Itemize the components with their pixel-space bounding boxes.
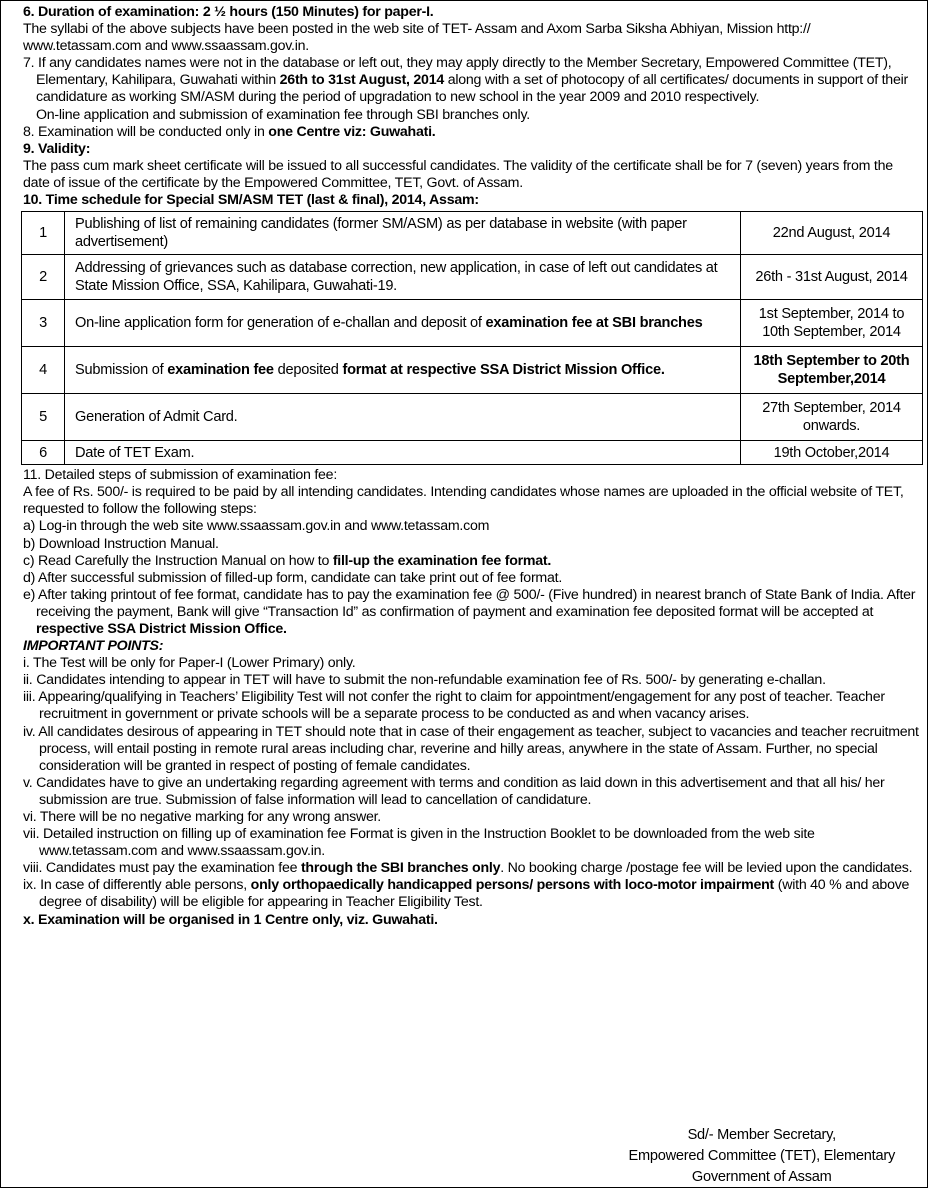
- row-description: Generation of Admit Card.: [65, 394, 741, 441]
- ix-text: ix. In case of differently able persons,: [23, 877, 247, 894]
- step-c-text: c) Read Carefully the Instruction Manual on how to: [23, 552, 330, 569]
- important-iii: iii. Appearing/qualifying in Teachers’ Eligibility Test will not confer the right to claim for appointment/engagement for any post of teacher. Teacher recruitment in government or private schools will be a separate process to be conducted as and when vacancy arises.: [23, 689, 885, 723]
- row-number: 1: [22, 212, 65, 255]
- row-date: 26th - 31st August, 2014: [741, 255, 923, 300]
- row-description-text: On-line application form for generation of e-challan and deposit of: [75, 315, 482, 332]
- step-e-text: e) After taking printout of fee format, candidate has to pay the examination fee @ 500/- (Five hundred) in nearest branch of State Bank of India. After receiving the payment, Bank will give “Transaction Id” as confirmation of payment and examination fee deposited format will be accepted at: [23, 586, 916, 620]
- sec8: [23, 124, 919, 141]
- signature-line: Empowered Committee (TET), Elementary: [628, 1148, 895, 1164]
- row-date-line: 27th September, 2014: [762, 400, 901, 417]
- sec7-dates: 26th to 31st August, 2014: [279, 72, 444, 89]
- row-date-line: onwards.: [802, 418, 861, 435]
- sec11-step-e: [23, 587, 919, 638]
- table-row: [22, 394, 923, 441]
- row-number: 4: [22, 347, 65, 394]
- row-number: 6: [22, 441, 65, 465]
- sec9-body: The pass cum mark sheet certificate will be issued to all successful candidates. The validity of the certificate shall be for 7 (seven) years from the date of issue of the certificate by the Empowered Committee, TET, Govt. of Assam.: [23, 157, 893, 191]
- sec11-step-b: b) Download Instruction Manual.: [23, 535, 219, 552]
- row-description: Addressing of grievances such as database correction, new application, in case of left out candidates at State Mission Office, SSA, Kahilipara, Guwahati-19.: [65, 255, 741, 300]
- important-x: x. Examination will be organised in 1 Centre only, viz. Guwahati.: [23, 911, 438, 928]
- row-description-bold: format at respective SSA District Mission Office.: [342, 362, 665, 379]
- ix-text: (with 40 % and above degree of disability) will be eligible for appearing in Teacher Eligibility Test.: [39, 877, 910, 911]
- sec11-heading: 11. Detailed steps of submission of examination fee:: [23, 467, 338, 484]
- row-description: [65, 300, 741, 347]
- important-v: v. Candidates have to give an undertaking regarding agreement with terms and condition as laid down in this advertisement and that all his/ her submission are true. Submission of false information will lead to cancellation of candidature.: [23, 774, 885, 808]
- row-description: [65, 347, 741, 394]
- sec7: [23, 55, 919, 123]
- row-description-bold: examination fee: [167, 362, 274, 379]
- sec6-heading: 6. Duration of examination: 2 ½ hours (150 Minutes) for paper-I.: [23, 4, 434, 20]
- row-number: 2: [22, 255, 65, 300]
- step-c-bold: fill-up the examination fee format.: [332, 552, 552, 569]
- row-date: [741, 300, 923, 347]
- row-date-line: September,2014: [777, 371, 886, 388]
- signature-block: [629, 1125, 896, 1188]
- important-vi: vi. There will be no negative marking for any wrong answer.: [23, 809, 381, 825]
- row-date-line: 18th September to 20th: [753, 353, 910, 370]
- sec8-centre: one Centre viz: Guwahati.: [268, 123, 436, 140]
- important-i: i. The Test will be only for Paper-I (Lower Primary) only.: [23, 655, 356, 672]
- table-row: [22, 300, 923, 347]
- table-row: [22, 212, 923, 255]
- sec11-step-a: a) Log-in through the web site www.ssaassam.gov.in and www.tetassam.com: [23, 518, 490, 535]
- table-row: [22, 347, 923, 394]
- sec9-heading: 9. Validity:: [23, 140, 91, 157]
- table-row: [22, 441, 923, 465]
- row-date: 22nd August, 2014: [741, 212, 923, 255]
- sec11-intro: A fee of Rs. 500/- is required to be paid by all intending candidates. Intending candidates whose names are uploaded in the official website of TET, requested to follow the following steps:: [23, 484, 904, 518]
- important-viii: [23, 860, 919, 877]
- sec11-step-c: [23, 553, 919, 570]
- sec7-text-c: On-line application and submission of examination fee through SBI branches only.: [36, 106, 530, 123]
- step-e-bold: respective SSA District Mission Office.: [36, 620, 287, 637]
- row-date-line: 10th September, 2014: [762, 324, 901, 341]
- sec7-text-b: along with a set of photocopy of all certificates/ documents in support of their candidature as working SM/ASM during the period of upgradation to new school in the year 2009 and 2010 respectively.: [36, 72, 908, 106]
- important-heading: IMPORTANT POINTS:: [23, 638, 164, 655]
- viii-bold: through the SBI branches only: [300, 860, 501, 877]
- sec11-step-d: d) After successful submission of filled-up form, candidate can take print out of fee format.: [23, 569, 563, 586]
- row-description-text: Submission of: [75, 362, 164, 379]
- signature-line: Sd/- Member Secretary,: [687, 1127, 836, 1143]
- signature-line: Government of Assam: [691, 1169, 832, 1185]
- row-date: 19th October,2014: [741, 441, 923, 465]
- row-description-bold: examination fee at SBI branches: [485, 315, 703, 332]
- row-number: 3: [22, 300, 65, 347]
- sec7-text-a: 7. If any candidates names were not in the database or left out, they may apply directly to the Member Secretary, Empowered Committee (TET), Elementary, Kahilipara, Guwahati within: [23, 55, 892, 89]
- row-date-line: 1st September, 2014 to: [758, 306, 905, 323]
- row-date: [741, 394, 923, 441]
- sec8-text: 8. Examination will be conducted only in: [23, 123, 265, 140]
- table-row: [22, 255, 923, 300]
- viii-text: . No booking charge /postage fee will be levied upon the candidates.: [500, 860, 913, 877]
- important-ix: [23, 877, 919, 911]
- important-ii: ii. Candidates intending to appear in TET will have to submit the non-refundable examination fee of Rs. 500/- by generating e-challan.: [23, 672, 826, 689]
- sec10-heading: 10. Time schedule for Special SM/ASM TET (last & final), 2014, Assam:: [23, 192, 479, 209]
- row-number: 5: [22, 394, 65, 441]
- row-description: Publishing of list of remaining candidates (former SM/ASM) as per database in website (with paper advertisement): [65, 212, 741, 255]
- row-description-text: deposited: [277, 362, 339, 379]
- sec6-body: The syllabi of the above subjects have been posted in the web site of TET- Assam and Axom Sarba Siksha Abhiyan, Mission http:// www.tetassam.com and www.ssaassam.gov.in.: [23, 21, 811, 55]
- viii-text: viii. Candidates must pay the examination fee: [23, 860, 298, 877]
- schedule-table: [21, 211, 923, 465]
- important-iv: iv. All candidates desirous of appearing in TET should note that in case of their engagement as teacher, subject to vacancies and teacher recruitment process, will entail posting in remote rural areas including char, reverine and hilly areas, anywhere in the state of Assam. Further, no special consideration will be granted in respect of posting of female candidates.: [23, 723, 919, 774]
- row-description: Date of TET Exam.: [65, 441, 741, 465]
- ix-bold: only orthopaedically handicapped persons/ persons with loco-motor impairment: [250, 877, 775, 894]
- row-date: [741, 347, 923, 394]
- important-vii: vii. Detailed instruction on filling up of examination fee Format is given in the Instruction Booklet to be downloaded from the web site www.tetassam.com and www.ssaassam.gov.in.: [23, 826, 815, 860]
